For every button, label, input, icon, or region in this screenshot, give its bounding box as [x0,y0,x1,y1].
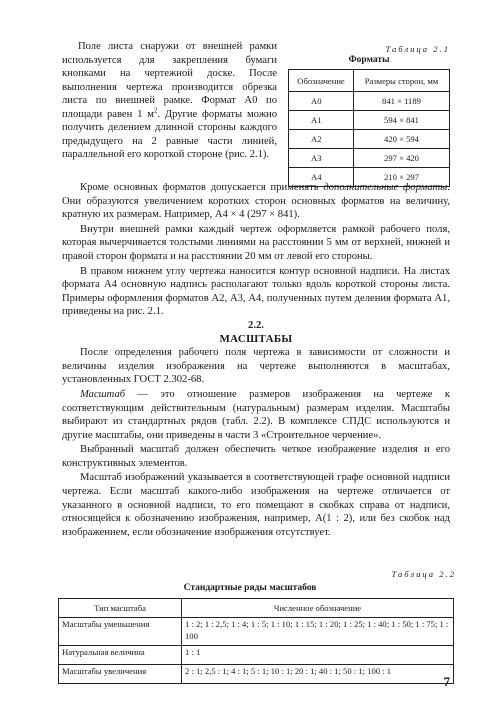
table-caption: Таблица 2.2 [391,569,456,579]
table-row [289,111,450,130]
column-header: Обозначение [289,70,354,92]
table-row [59,618,454,646]
table-row [289,130,450,149]
italic-term: дополнительные форматы [323,182,448,193]
paragraph-formats-intro [62,40,277,162]
superscript: 2 [153,105,158,114]
text-span: . Другие форматы можно получить делением длинной стороны каждого предыдущего на 2 равные части линией, параллельной его короткой стороне (рис. 2.1). [62,108,277,160]
scale-type-cell: Натуральная величина [59,646,182,665]
section-title: МАСШТАБЫ [219,332,293,345]
column-header: Численное обозначение [182,599,454,618]
formats-table [288,69,450,187]
table-header-row [59,599,454,618]
format-cell: А2 [289,130,354,149]
scale-values-cell: 1 : 1 [182,646,454,665]
paragraph-scale-choice: Выбранный масштаб должен обеспечить четкое изображение изделия и его конструктивных элементов. [62,444,450,469]
table-title: Стандартные ряды масштабов [183,583,317,593]
size-cell: 841 × 1189 [354,92,450,111]
table-row [289,149,450,168]
text-span: Кроме основных форматов допускается применять [80,182,324,193]
format-cell: А1 [289,111,354,130]
scale-type-cell: Масштабы уменьшения [59,618,182,646]
text-span: — это отношение размеров изображения на чертеже к соответствующим действительным (натуральным) размерам изделия. Масштабы выбирают из стандартных рядов (табл. 2.2). В комплексе СПДС используются и другие масштабы, они приведены в части 3 «Строительное черчение». [62,388,450,441]
scale-values-cell: 2 : 1; 2,5 : 1; 4 : 1; 5 : 1; 10 : 1; 20 : 1; 40 : 1; 50 : 1; 100 : 1 [182,665,454,684]
text-span: . Они образуются увеличением коротких сторон основных форматов на величину, кратную их размерам. Например, А4 × 4 (297 × 841). [62,182,450,221]
table-row [59,646,454,665]
paragraph-additional-formats [62,181,450,222]
section-number: 2.2. [248,319,264,331]
size-cell: 594 × 841 [354,111,450,130]
table-header-row [289,70,450,92]
table-title: Форматы [348,55,390,65]
table-2-1-block [288,44,450,187]
main-text [62,181,450,539]
size-cell: 210 × 297 [354,168,450,187]
table-row [59,665,454,684]
italic-term: Масштаб [80,388,126,400]
format-cell: А0 [289,92,354,111]
page-number: 7 [443,674,450,689]
paragraph-scale-definition [62,388,450,442]
paragraph-scale-notation: Масштаб изображений указывается в соответствующей графе основной надписи чертежа. Если масштаб какого-либо изображения на чертеже отличается от указанного в основной надписи, то его помещают в скобках справа от надписи, относящейся к обозначению изображения, например, А(1 : 2), или без скобок над изображением, если обозначение изображения отсутствует. [62,472,450,538]
scale-type-cell: Масштабы увеличения [59,665,182,684]
paragraph-scales-intro: После определения рабочего поля чертежа в зависимости от сложности и величины изделия изображения на чертеже выполняются в масштабах, установленных ГОСТ 2.302-68. [62,347,450,386]
size-cell: 297 × 420 [354,149,450,168]
table-row [289,92,450,111]
format-cell: А4 [289,168,354,187]
intro-column [62,40,277,162]
size-cell: 420 × 594 [354,130,450,149]
scale-values-cell: 1 : 2; 1 : 2,5; 1 : 4; 1 : 5; 1 : 10; 1 : 15; 1 : 20; 1 : 25; 1 : 40; 1 : 50; 1 : 75; 1 : 100 [182,618,454,646]
table-caption: Таблица 2.1 [385,44,450,54]
column-header: Размеры сторон, мм [354,70,450,92]
format-cell: А3 [289,149,354,168]
text-span: Поле листа снаружи от внешней рамки используется для закрепления бумаги кнопками на чертежной доске. После выполнения чертежа производится обрезка листа по внешней рамке. Формат А0 по площади равен 1 м [62,41,277,120]
scales-table [58,598,454,684]
paragraph-title-block: В правом нижнем углу чертежа наносится контур основной надписи. На листах формата А4 основную надпись располагают только вдоль короткой стороны листа. Примеры оформления форматов А2, А3, А4, полученных путем деления формата А1, приведены на рис. 2.1. [62,265,450,318]
column-header: Тип масштаба [59,599,182,618]
paragraph-working-frame: Внутри внешней рамки каждый чертеж оформляется рамкой рабочего поля, которая вычерчивается толстыми линиями на расстоянии 5 мм от верхней, нижней и правой сторон формата и на расстоянии 20 мм от левой его стороны. [62,223,450,262]
